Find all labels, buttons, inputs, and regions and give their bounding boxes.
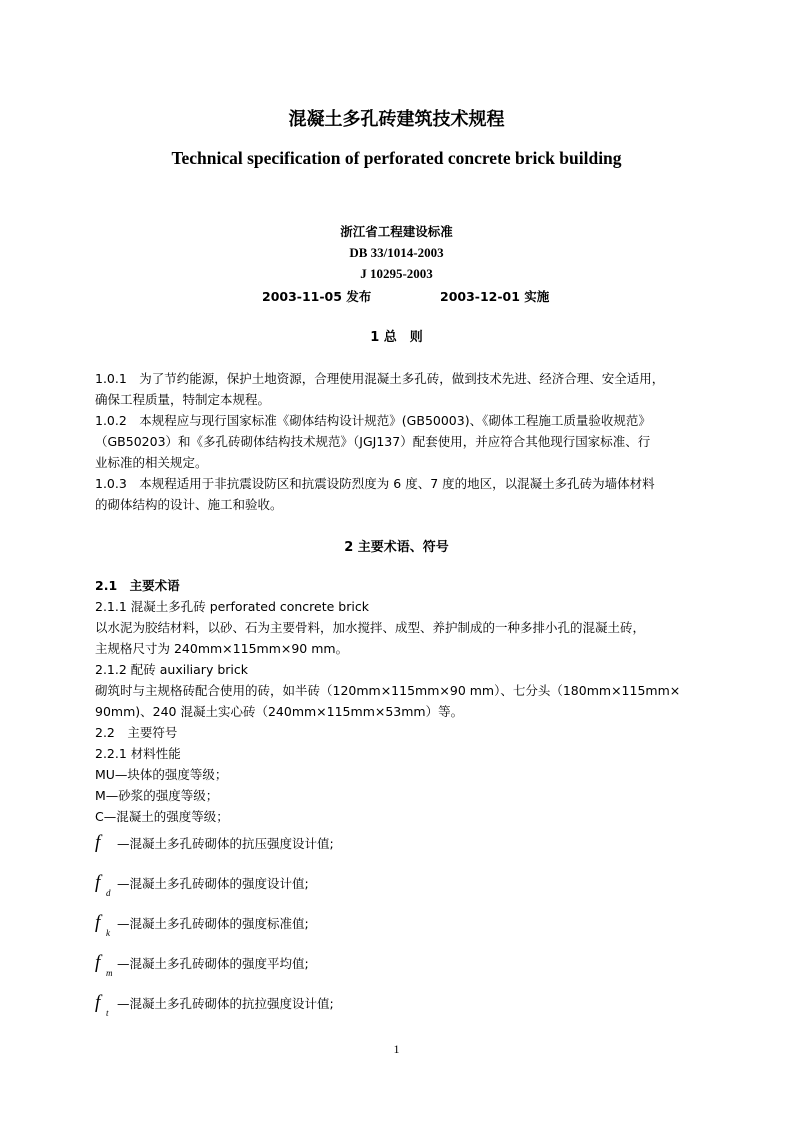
paragraph-line: 90mm)、240 混凝土实心砖（240mm×115mm×53mm）等。: [95, 704, 464, 719]
paragraph-line: 以水泥为胶结材料，以砂、石为主要骨料，加水搅拌、成型、养护制成的一种多排小孔的混凝土砖，: [95, 620, 646, 635]
symbol-description: —混凝土多孔砖砌体的强度设计值;: [117, 876, 309, 891]
paragraph-line: M—砂浆的强度等级；: [95, 788, 219, 803]
paragraph-line: MU—块体的强度等级；: [95, 767, 228, 782]
standard-name: 浙江省工程建设标准: [340, 224, 453, 239]
symbol-description: —混凝土多孔砖砌体的强度标准值;: [117, 916, 309, 931]
j-code: J 10295-2003: [360, 266, 433, 281]
paragraph-line: 业标准的相关规定。: [95, 455, 208, 470]
paragraph-line: 2.1.2 配砖 auxiliary brick: [95, 662, 248, 677]
paragraph-line: 1.0.2 本规程应与现行国家标准《砌体结构设计规范》(GB50003)、《砌体工程施工质量验收规范》: [95, 413, 651, 428]
document-title-cn: 混凝土多孔砖建筑技术规程: [288, 109, 505, 130]
symbol-definition: [95, 832, 334, 854]
paragraph-line: 1.0.3 本规程适用于非抗震设防区和抗震设防烈度为 6 度、7 度的地区，以混凝土多孔砖为墙体材料: [95, 476, 655, 491]
symbol-definition: [95, 912, 309, 938]
section-1-heading: 1 总 则: [370, 330, 423, 345]
symbol-definition: [95, 992, 334, 1018]
paragraph-line: C—混凝土的强度等级；: [95, 809, 229, 824]
implement-date: 2003-12-01 实施: [440, 289, 550, 304]
symbol-definition: [95, 952, 309, 978]
subsection-heading: 2.1 主要术语: [95, 578, 180, 593]
paragraph-line: （GB50203）和《多孔砖砌体结构技术规范》（JGJ137）配套使用，并应符合其他现行国家标准、行: [95, 434, 651, 449]
symbol-f-t: f t: [95, 992, 109, 1018]
db-code: DB 33/1014-2003: [349, 245, 444, 260]
publish-date: 2003-11-05 发布: [262, 289, 372, 304]
paragraph-line: 主规格尺寸为 240mm×115mm×90 mm。: [95, 641, 349, 656]
page-number: 1: [393, 1042, 400, 1056]
paragraph-line: 2.1.1 混凝土多孔砖 perforated concrete brick: [95, 599, 369, 614]
paragraph-line: 的砌体结构的设计、施工和验收。: [95, 497, 283, 512]
symbol-f: f: [95, 832, 101, 853]
section-2-heading: 2 主要术语、符号: [344, 540, 449, 555]
symbol-description: —混凝土多孔砖砌体的抗拉强度设计值;: [117, 996, 334, 1011]
symbol-f-m: f m: [95, 952, 113, 978]
symbol-description: —混凝土多孔砖砌体的强度平均值;: [117, 956, 309, 971]
symbol-f-d: f d: [95, 872, 111, 898]
paragraph-line: 确保工程质量，特制定本规程。: [95, 392, 271, 407]
symbol-definition: [95, 872, 309, 898]
paragraph-line: 砌筑时与主规格砖配合使用的砖，如半砖（120mm×115mm×90 mm）、七分头（180mm×115mm×: [95, 683, 681, 698]
document-title-en: Technical specification of perforated concrete brick building: [171, 148, 622, 168]
symbol-description: —混凝土多孔砖砌体的抗压强度设计值;: [117, 836, 334, 851]
paragraph-line: 2.2 主要符号: [95, 725, 178, 740]
paragraph-line: 2.2.1 材料性能: [95, 746, 181, 761]
paragraph-line: 1.0.1 为了节约能源，保护土地资源，合理使用混凝土多孔砖，做到技术先进、经济合理、安全适用，: [95, 371, 665, 386]
symbol-f-k: f k: [95, 912, 110, 938]
